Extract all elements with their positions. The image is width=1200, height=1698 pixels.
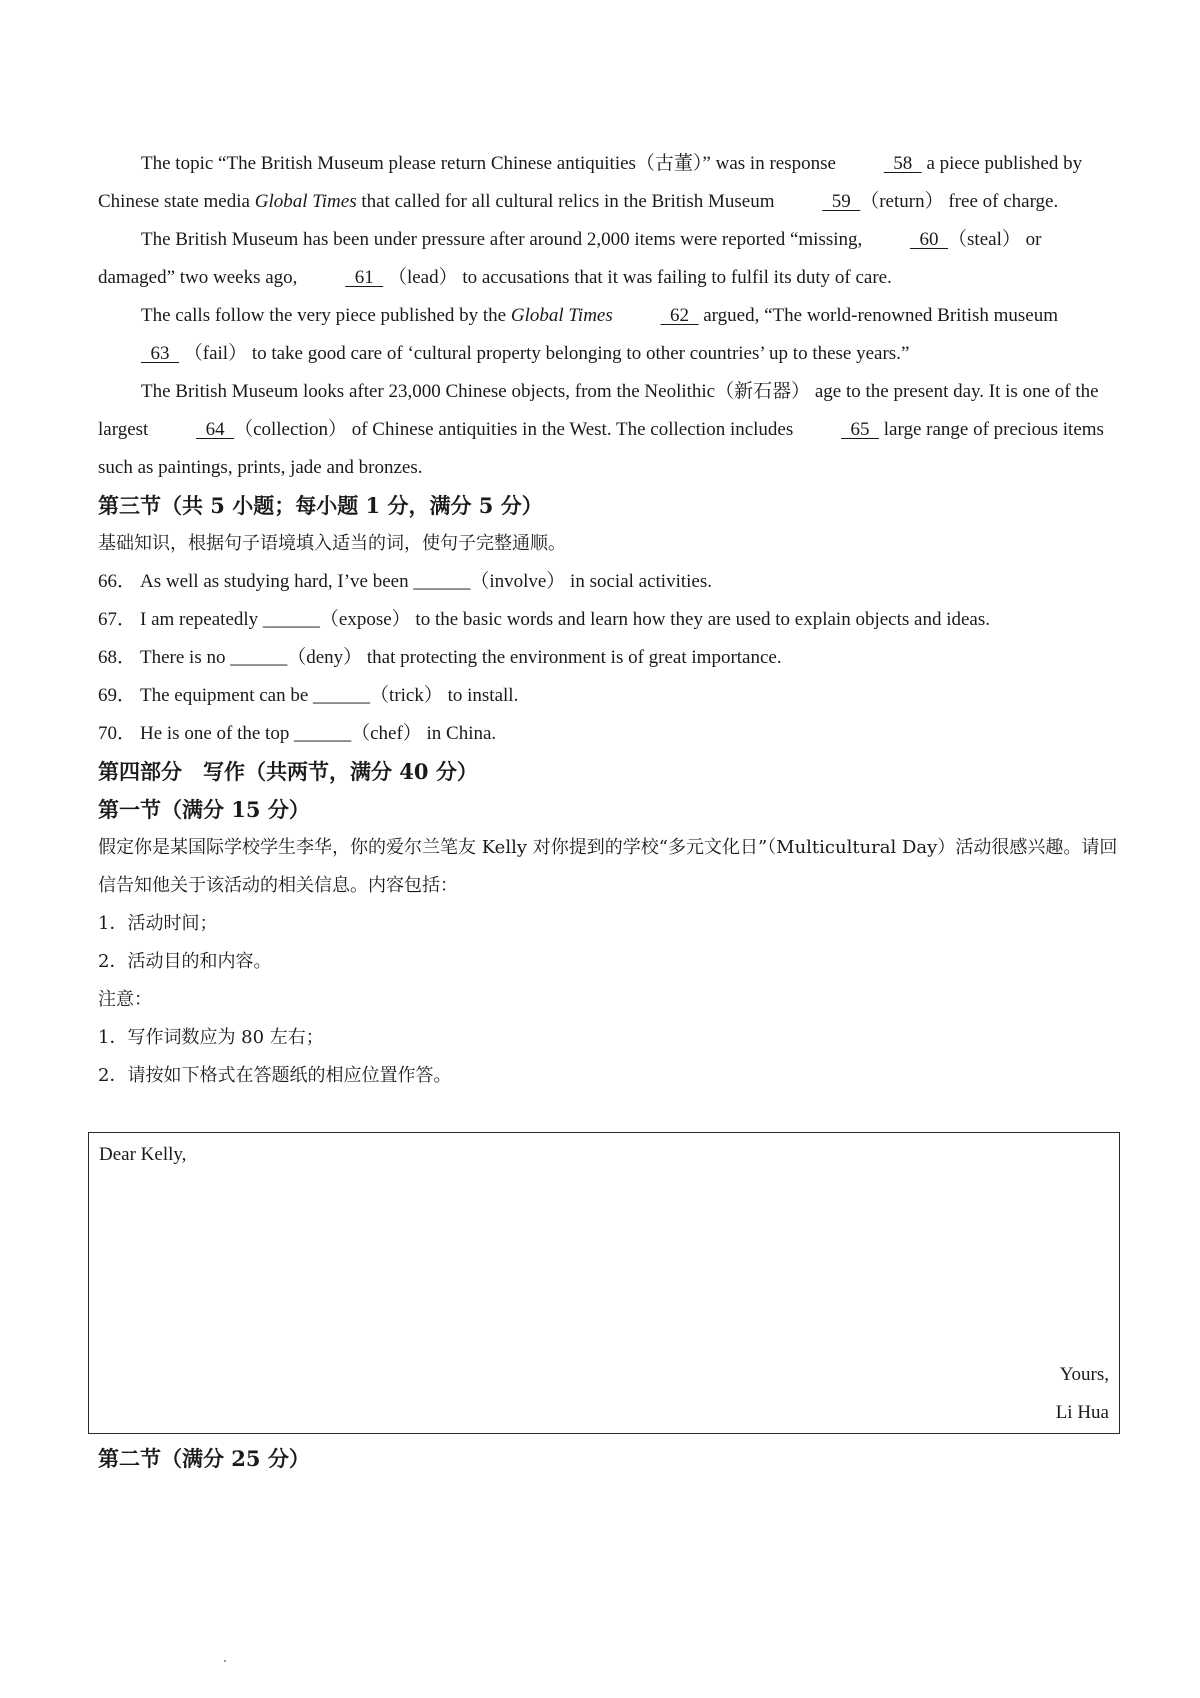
question-number: 66． — [98, 571, 137, 592]
question-69 — [98, 677, 1120, 715]
question-70 — [98, 715, 1120, 753]
blank-60: 60 — [910, 229, 949, 250]
question-text: There is no ______（deny） that protecting the environment is of great importance. — [140, 647, 782, 668]
part-4-section-1-heading: 第一节（满分 15 分） — [98, 797, 310, 822]
question-number: 69． — [98, 685, 137, 706]
passage-text: that called for all cultural relics in the British Museum — [356, 191, 780, 212]
blank-65: 65 — [841, 419, 880, 440]
passage-paragraph-1 — [98, 145, 1120, 221]
note-1: 1．写作词数应为 80 左右； — [98, 1027, 324, 1048]
question-number: 70． — [98, 723, 137, 744]
italic-title: Global Times — [510, 305, 613, 326]
passage-paragraph-3 — [98, 297, 1120, 373]
footer-mark — [224, 1660, 226, 1662]
passage-text: （lead） to accusations that it was failing to fulfil its duty of care. — [383, 267, 892, 288]
writing-item-1: 1．活动时间； — [98, 913, 218, 934]
passage-paragraph-2 — [98, 221, 1120, 297]
question-text: I am repeatedly ______（expose） to the basic words and learn how they are used to explain objects and ideas. — [140, 609, 990, 630]
question-68 — [98, 639, 1120, 677]
letter-greeting: Dear Kelly, — [99, 1144, 187, 1165]
part-4-section-2-heading: 第二节（满分 25 分） — [98, 1446, 310, 1471]
blank-63: 63 — [141, 343, 179, 364]
question-66 — [98, 563, 1120, 601]
passage-text: The British Museum looks after 23,000 Chinese objects, from the Neolithic（新石器） age to the present day. It is one of the largest — [98, 381, 1099, 440]
writing-prompt: 假定你是某国际学校学生李华，你的爱尔兰笔友 Kelly 对你提到的学校“多元文化日”（Multicultural Day）活动很感兴趣。请回信告知他关于该活动的相关信息。内容包括： — [98, 837, 1118, 896]
question-text: The equipment can be ______（trick） to install. — [140, 685, 519, 706]
passage-text: （steal） or damaged” two weeks ago, — [98, 229, 1042, 288]
page-content — [98, 145, 1120, 1095]
passage-text: a piece published by Chinese state media — [98, 153, 1083, 212]
question-number: 67． — [98, 609, 137, 630]
blank-62: 62 — [660, 305, 699, 326]
passage-text: The British Museum has been under pressure after around 2,000 items were reported “missing, — [141, 229, 868, 250]
question-text: As well as studying hard, I’ve been ______（involve） in social activities. — [140, 571, 712, 592]
passage-text: The calls follow the very piece published by the — [141, 305, 511, 326]
blank-64: 64 — [196, 419, 235, 440]
writing-item-2: 2．活动目的和内容。 — [98, 951, 272, 972]
section-3-instruction: 基础知识，根据句子语境填入适当的词，使句子完整通顺。 — [98, 533, 566, 554]
italic-title: Global Times — [254, 191, 357, 212]
passage-paragraph-4 — [98, 373, 1120, 487]
question-number: 68． — [98, 647, 137, 668]
passage-text: （collection） of Chinese antiquities in the West. The collection includes — [234, 419, 799, 440]
part-4-heading: 第四部分 写作（共两节，满分 40 分） — [98, 759, 478, 784]
letter-closing: Yours, — [1059, 1364, 1109, 1385]
blank-61: 61 — [345, 267, 384, 288]
passage-text: （fail） to take good care of ‘cultural property belonging to other countries’ up to these years.” — [179, 343, 910, 364]
blank-58: 58 — [883, 153, 922, 174]
blank-59: 59 — [822, 191, 861, 212]
note-2: 2．请按如下格式在答题纸的相应位置作答。 — [98, 1065, 452, 1086]
passage-text: （return） free of charge. — [860, 191, 1059, 212]
letter-answer-box[interactable] — [88, 1132, 1120, 1434]
section-3-heading: 第三节（共 5 小题；每小题 1 分，满分 5 分） — [98, 493, 543, 518]
passage-text: large range of precious items such as paintings, prints, jade and bronzes. — [98, 419, 1104, 478]
passage-text: argued, “The world-renowned British museum — [698, 305, 1059, 326]
note-label: 注意： — [98, 989, 152, 1010]
question-67 — [98, 601, 1120, 639]
question-text: He is one of the top ______（chef） in China. — [140, 723, 497, 744]
letter-signature: Li Hua — [1055, 1402, 1109, 1423]
passage-text: The topic “The British Museum please return Chinese antiquities（古董）” was in response — [141, 153, 841, 174]
